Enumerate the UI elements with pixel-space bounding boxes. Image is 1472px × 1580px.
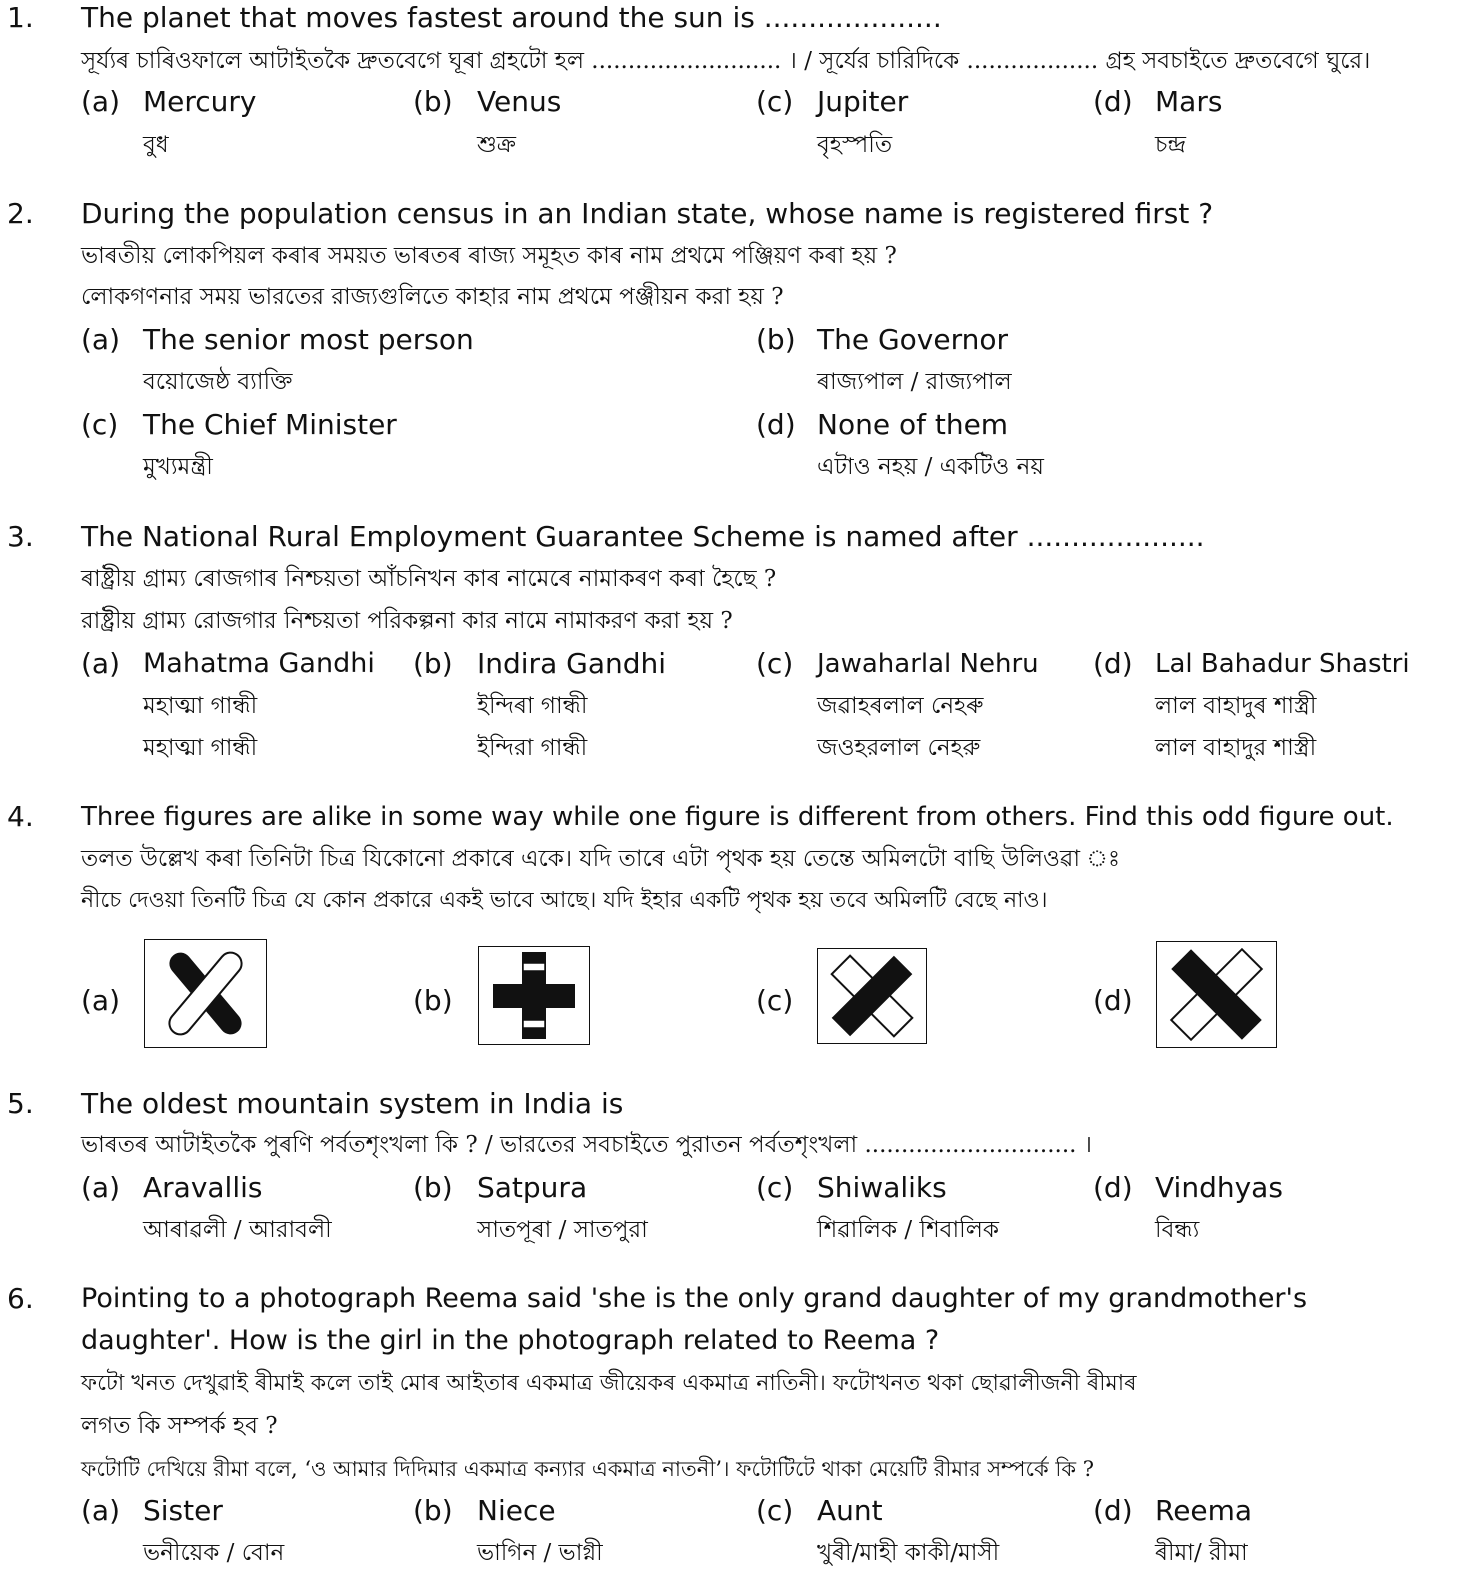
question-text: The oldest mountain system in India is bbox=[81, 1087, 624, 1120]
option-text-bengali: সাতপূৰা / সাতপুরা bbox=[477, 1217, 648, 1243]
option-text[interactable]: None of them bbox=[817, 408, 1009, 441]
option-text-bengali: বুধ bbox=[143, 132, 169, 158]
option-text-bengali: শিৱালিক / শিবালিক bbox=[817, 1217, 999, 1243]
option-text[interactable]: Venus bbox=[477, 85, 562, 118]
question-text-bengali: ভাৰতৰ আটাইতকৈ পুৰণি পৰ্বতশৃংখলা কি ? / ভারতের সবচাইতে পুরাতন পর্বতশৃংখলা ............................. । bbox=[81, 1132, 1092, 1158]
question-text-bengali: ৰাষ্ট্ৰীয় গ্ৰাম্য ৰোজগাৰ নিশ্চয়তা আঁচনিখন কাৰ নামেৰে নামাকৰণ কৰা হৈছে ? bbox=[81, 566, 777, 592]
option-text[interactable]: Shiwaliks bbox=[817, 1171, 947, 1204]
question-text-continued: daughter'. How is the girl in the photograph related to Reema ? bbox=[81, 1325, 940, 1356]
option-label[interactable]: (a) bbox=[81, 984, 121, 1017]
option-label[interactable]: (a) bbox=[81, 1494, 121, 1527]
question-number: 6. bbox=[7, 1282, 34, 1315]
option-text[interactable]: Niece bbox=[477, 1494, 556, 1527]
option-text[interactable]: The senior most person bbox=[143, 323, 474, 356]
option-text-bengali: ইন্দিৰা গান্ধী bbox=[477, 693, 588, 719]
option-label[interactable]: (d) bbox=[1093, 1494, 1133, 1527]
option-label[interactable]: (a) bbox=[81, 323, 121, 356]
option-text-bengali: চন্দ্র bbox=[1155, 132, 1187, 158]
question-text-bengali: তলত উল্লেখ কৰা তিনিটা চিত্ৰ যিকোনো প্ৰকাৰে একে। যদি তাৰে এটা পৃথক হয় তেন্তে অমিলটো বাছি উলিওৱা ঃ bbox=[81, 846, 1121, 872]
option-label[interactable]: (a) bbox=[81, 1171, 121, 1204]
option-label[interactable]: (b) bbox=[756, 323, 796, 356]
option-label[interactable]: (c) bbox=[756, 647, 794, 680]
option-label[interactable]: (a) bbox=[81, 85, 121, 118]
option-text-bengali: ইন্দিরা গান্ধী bbox=[477, 735, 588, 761]
option-text-bengali: ভাগিন / ভাগ্নী bbox=[477, 1540, 603, 1566]
option-label[interactable]: (d) bbox=[1093, 1171, 1133, 1204]
question-number: 4. bbox=[7, 800, 34, 833]
question-text-bengali: লগত কি সম্পৰ্ক হব ? bbox=[81, 1413, 278, 1439]
option-text-bengali: বৃহস্পতি bbox=[817, 132, 893, 158]
option-label[interactable]: (d) bbox=[1093, 85, 1133, 118]
question-text-bengali: সূৰ্য্যৰ চাৰিওফালে আটাইতকৈ দ্ৰুতবেগে ঘূৰা গ্ৰহটো হল .......................... । / সূর্যের চারিদিকে .................. গ্রহ সবচাইতে দ্রুতবেগে ঘুরে। bbox=[81, 48, 1371, 74]
option-label[interactable]: (d) bbox=[1093, 647, 1133, 680]
figure-d[interactable] bbox=[1156, 941, 1277, 1048]
option-label[interactable]: (c) bbox=[756, 1171, 794, 1204]
figure-b[interactable] bbox=[478, 946, 590, 1045]
option-label[interactable]: (b) bbox=[413, 984, 453, 1017]
option-text[interactable]: Aravallis bbox=[143, 1171, 263, 1204]
question-text-bengali: লোকগণনার সময় ভারতের রাজ্যগুলিতে কাহার নাম প্রথমে পঞ্জীয়ন করা হয় ? bbox=[81, 284, 784, 310]
option-text-bengali: মহাত্মা গান্ধী bbox=[143, 693, 258, 719]
question-number: 1. bbox=[7, 1, 34, 34]
option-text[interactable]: Jupiter bbox=[817, 85, 909, 118]
option-text[interactable]: Mercury bbox=[143, 85, 257, 118]
option-label[interactable]: (b) bbox=[413, 85, 453, 118]
option-label[interactable]: (c) bbox=[756, 984, 794, 1017]
option-label[interactable]: (c) bbox=[81, 408, 119, 441]
figure-d-icon bbox=[1157, 942, 1276, 1047]
option-text-bengali: ভনীয়েক / বোন bbox=[143, 1540, 285, 1566]
option-label[interactable]: (a) bbox=[81, 647, 121, 680]
question-text: Pointing to a photograph Reema said 'she is the only grand daughter of my grandmother's bbox=[81, 1283, 1308, 1314]
option-text[interactable]: Jawaharlal Nehru bbox=[817, 649, 1039, 679]
question-number: 3. bbox=[7, 520, 34, 553]
option-label[interactable]: (b) bbox=[413, 1171, 453, 1204]
option-label[interactable]: (d) bbox=[1093, 984, 1133, 1017]
option-text-bengali: বিন্ধ্য bbox=[1155, 1217, 1200, 1243]
option-text[interactable]: Indira Gandhi bbox=[477, 647, 667, 680]
option-text[interactable]: The Chief Minister bbox=[143, 408, 397, 441]
option-text[interactable]: Lal Bahadur Shastri bbox=[1155, 649, 1410, 679]
option-text-bengali: মুখ্যমন্ত্ৰী bbox=[143, 454, 213, 480]
option-text-bengali: আৰাৱলী / আরাবলী bbox=[143, 1217, 332, 1243]
option-label[interactable]: (d) bbox=[756, 408, 796, 441]
option-text[interactable]: Sister bbox=[143, 1494, 223, 1527]
option-text-bengali: বয়োজেষ্ঠ ব্যাক্তি bbox=[143, 369, 293, 395]
figure-a-icon bbox=[145, 940, 266, 1047]
option-text[interactable]: Reema bbox=[1155, 1494, 1253, 1527]
option-text-bengali: জৱাহৰলাল নেহৰু bbox=[817, 693, 984, 719]
figure-b-icon bbox=[479, 947, 589, 1044]
option-label[interactable]: (b) bbox=[413, 647, 453, 680]
question-text-bengali: ফটোটি দেখিয়ে রীমা বলে, ‘ও আমার দিদিমার একমাত্র কন্যার একমাত্র নাতনী’। ফটোটিটে থাকা মেয়েটি রীমার সম্পর্কে কি ? bbox=[81, 1457, 1094, 1481]
option-label[interactable]: (b) bbox=[413, 1494, 453, 1527]
option-text-bengali: ৰাজ্যপাল / রাজ্যপাল bbox=[817, 369, 1012, 395]
option-label[interactable]: (c) bbox=[756, 1494, 794, 1527]
question-text-bengali: রাষ্ট্রীয় গ্রাম্য রোজগার নিশ্চয়তা পরিকল্পনা কার নামে নামাকরণ করা হয় ? bbox=[81, 608, 733, 634]
question-text: Three figures are alike in some way while one figure is different from others. Find this odd figure out. bbox=[81, 802, 1394, 832]
option-text[interactable]: Mars bbox=[1155, 85, 1223, 118]
question-text: During the population census in an Indian state, whose name is registered first ? bbox=[81, 197, 1214, 230]
option-text-bengali: জওহরলাল নেহরু bbox=[817, 735, 981, 761]
question-number: 2. bbox=[7, 197, 34, 230]
option-text[interactable]: Vindhyas bbox=[1155, 1171, 1283, 1204]
question-text-bengali: নীচে দেওয়া তিনটি চিত্র যে কোন প্রকারে একই ভাবে আছে। যদি ইহার একটি পৃথক হয় তবে অমিলটি বেছে নাও। bbox=[81, 888, 1048, 913]
option-label[interactable]: (c) bbox=[756, 85, 794, 118]
question-text-bengali: ফটো খনত দেখুৱাই ৰীমাই কলে তাই মোৰ আইতাৰ একমাত্ৰ জীয়েকৰ একমাত্ৰ নাতিনী। ফটোখনত থকা ছোৱালীজনী ৰীমাৰ bbox=[81, 1371, 1137, 1396]
option-text-bengali: লাল বাহাদুৰ শাস্ত্ৰী bbox=[1155, 693, 1317, 719]
question-text: The planet that moves fastest around the sun is .................... bbox=[81, 1, 942, 34]
option-text[interactable]: Satpura bbox=[477, 1171, 588, 1204]
option-text-bengali: মহাত্মা গান্ধী bbox=[143, 735, 258, 761]
option-text[interactable]: The Governor bbox=[817, 323, 1009, 356]
figure-a[interactable] bbox=[144, 939, 267, 1048]
option-text-bengali: ৰীমা/ রীমা bbox=[1155, 1540, 1248, 1566]
option-text[interactable]: Mahatma Gandhi bbox=[143, 648, 375, 679]
option-text-bengali: শুক্র bbox=[477, 132, 517, 158]
question-number: 5. bbox=[7, 1087, 34, 1120]
option-text-bengali: লাল বাহাদুর শাস্ত্রী bbox=[1155, 735, 1317, 761]
figure-c-icon bbox=[818, 949, 926, 1043]
option-text-bengali: খুৰী/মাহী কাকী/মাসী bbox=[817, 1540, 1000, 1566]
option-text[interactable]: Aunt bbox=[817, 1494, 883, 1527]
figure-c[interactable] bbox=[817, 948, 927, 1044]
question-text: The National Rural Employment Guarantee Scheme is named after .................... bbox=[81, 520, 1205, 553]
question-text-bengali: ভাৰতীয় লোকপিয়ল কৰাৰ সময়ত ভাৰতৰ ৰাজ্য সমূহত কাৰ নাম প্ৰথমে পঞ্জিয়ণ কৰা হয় ? bbox=[81, 243, 897, 269]
option-text-bengali: এটাও নহয় / একটিও নয় bbox=[817, 454, 1044, 480]
